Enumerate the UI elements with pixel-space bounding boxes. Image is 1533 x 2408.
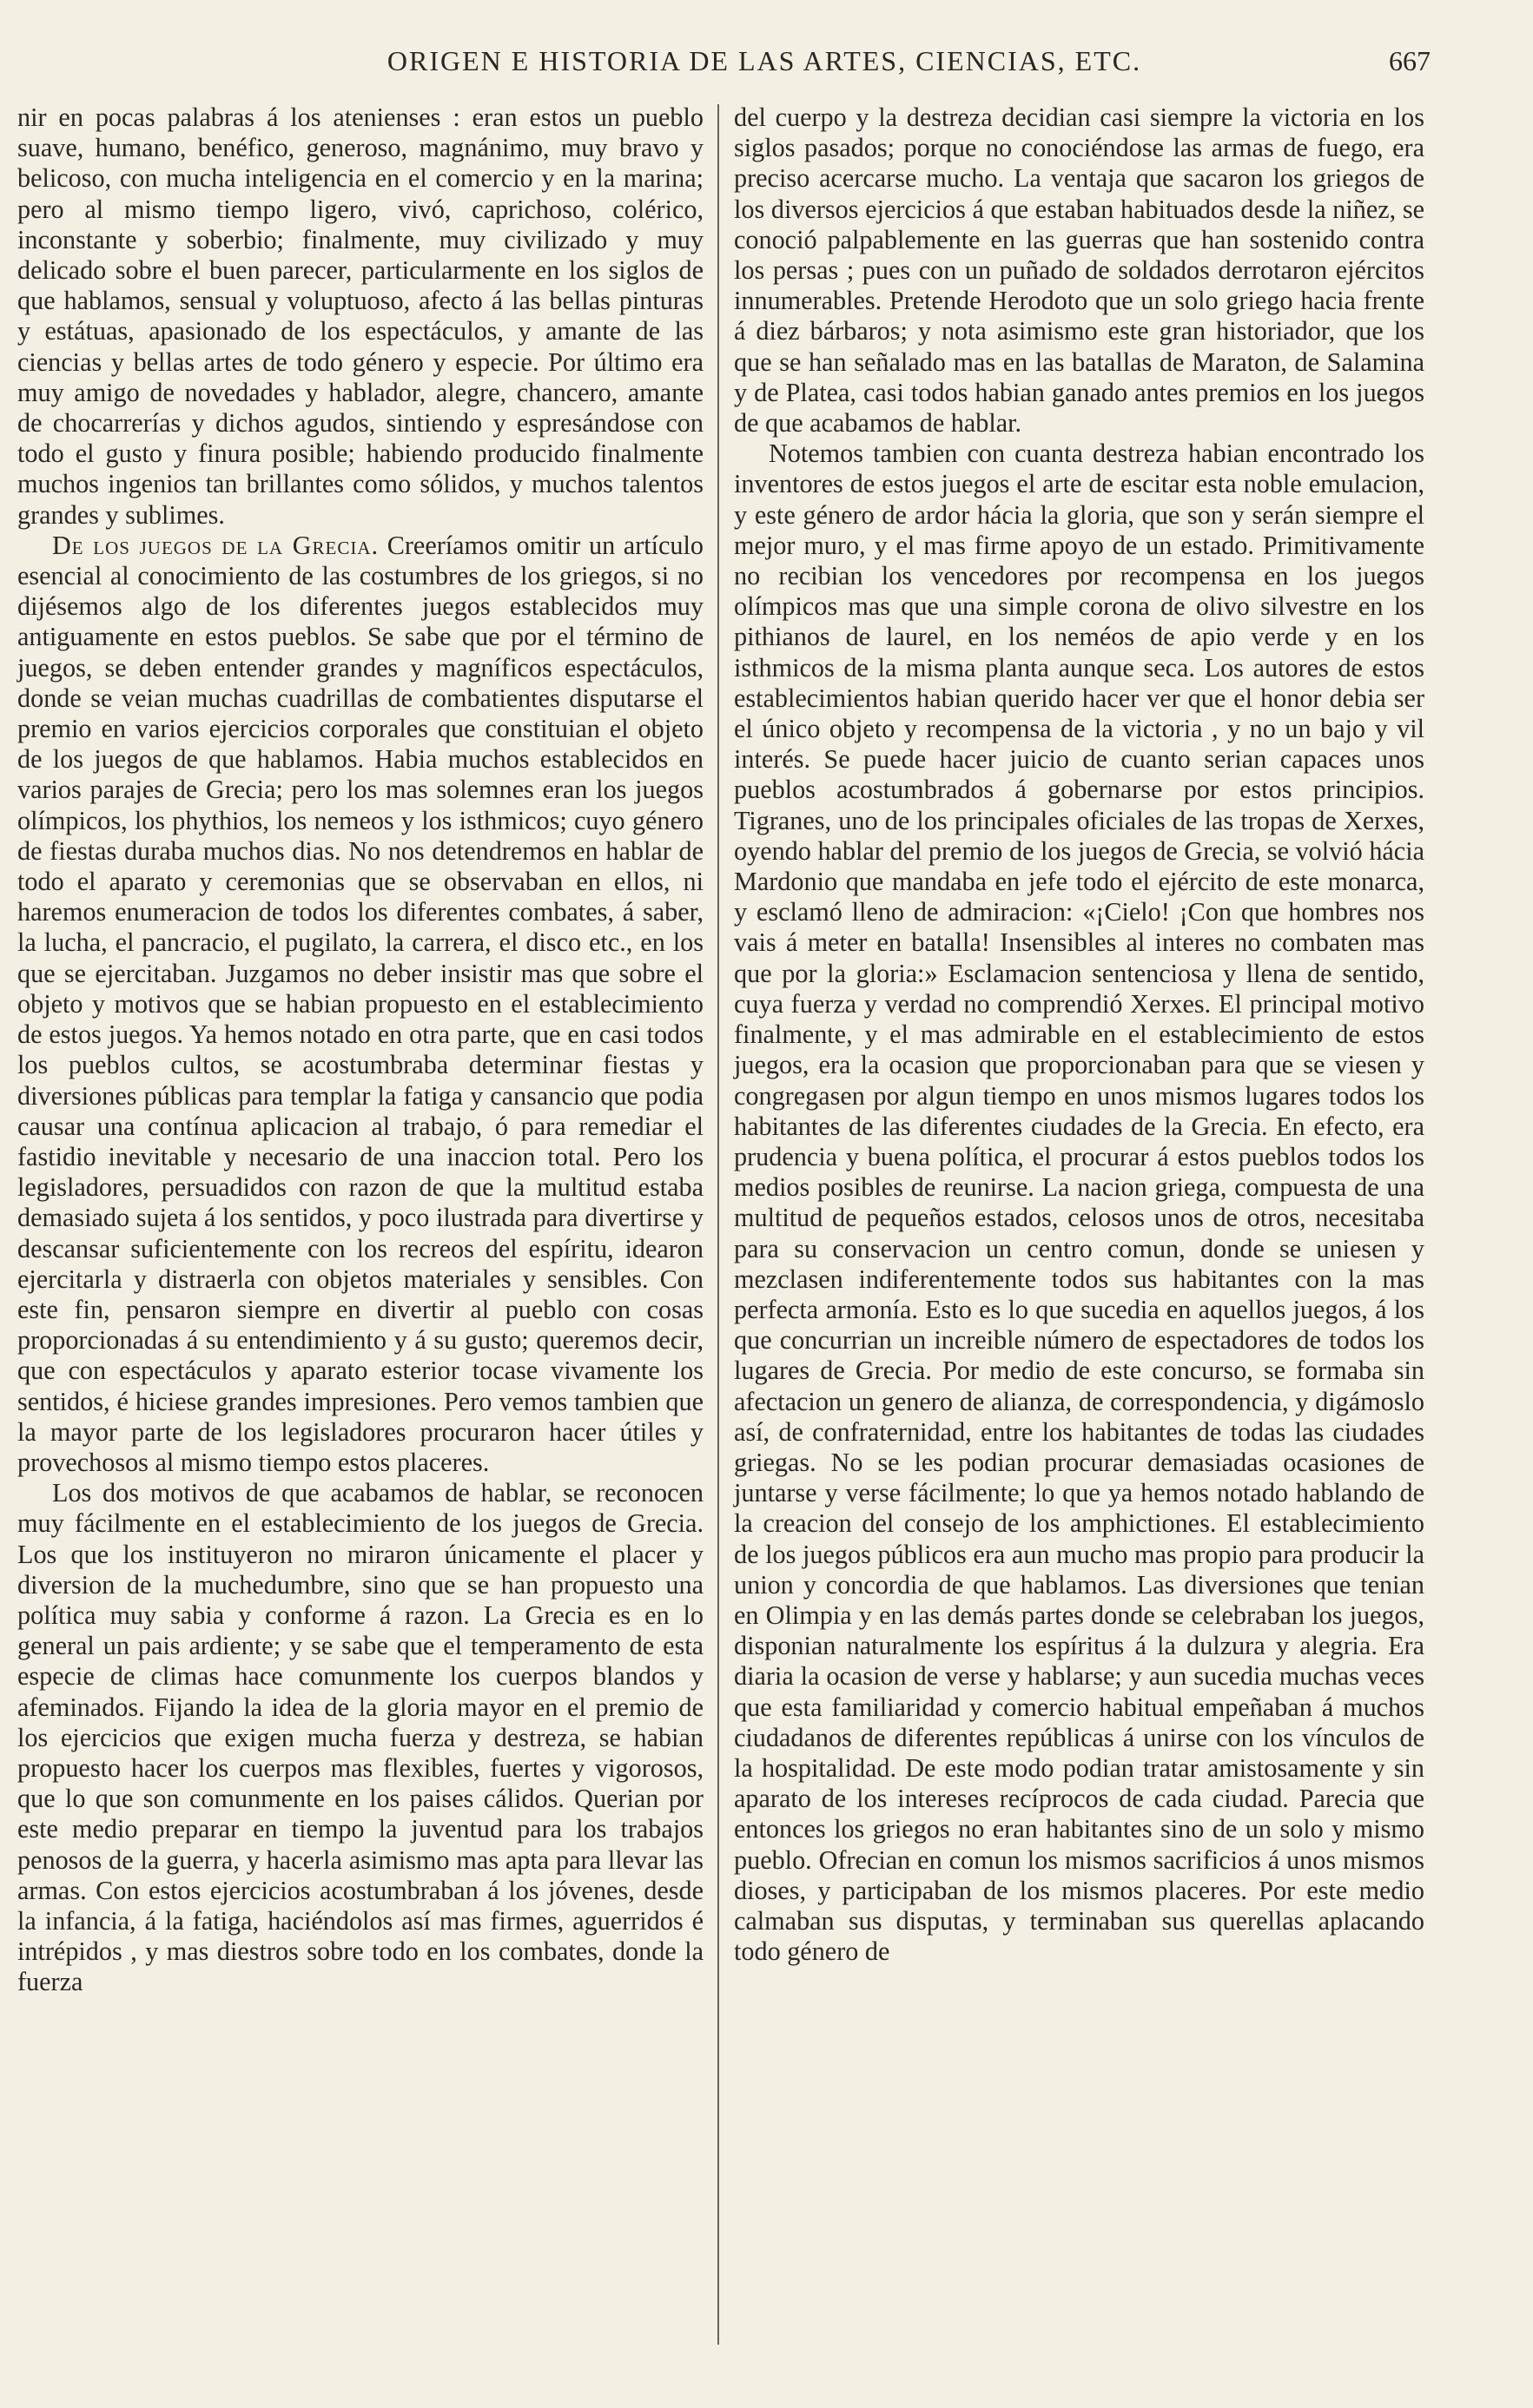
left-column [17,102,704,1998]
paragraph: nir en pocas palabras á los atenienses : eran estos un pueblo suave, humano, benéfico, generoso, magnánimo, muy bravo y belicoso, con mucha inteligencia en el comercio y en la marina; pero al mismo tiempo ligero, vivó, caprichoso, colérico, inconstante y soberbio; finalmente, muy civilizado y muy delicado sobre el buen parecer, particularmente en los siglos de que hablamos, sensual y voluptuoso, afecto á las bellas pinturas y estátuas, apasionado de los espectáculos, y amante de las ciencias y bellas artes de todo género y especie. Por último era muy amigo de novedades y hablador, alegre, chancero, amante de chocarrerías y dichos agudos, sintiendo y espresándose con todo el gusto y finura posible; habiendo producido finalmente muchos ingenios tan brillantes como sólidos, y muchos talentos grandes y sublimes. [17,102,704,530]
page-number: 667 [1389,45,1431,76]
paragraph [17,531,704,1478]
right-column [734,102,1424,1967]
paragraph: Los dos motivos de que acabamos de hablar, se reconocen muy fácilmente en el establecimiento de los juegos de Grecia. Los que los instituyeron no miraron únicamente el placer y diversion de la muchedumbre, sino que se han propuesto una política muy sabia y conforme á razon. La Grecia es en lo general un pais ardiente; y se sabe que el temperamento de esta especie de climas hace comunmente los cuerpos blandos y afeminados. Fijando la idea de la gloria mayor en el premio de los ejercicios que exigen mucha fuerza y destreza, se habian propuesto hacer los cuerpos mas flexibles, fuertes y vigorosos, que lo que son comunmente en los paises cálidos. Querian por este medio preparar en tiempo la juventud para los trabajos penosos de la guerra, y hacerla asimismo mas apta para llevar las armas. Con estos ejercicios acostumbraban á los jóvenes, desde la infancia, á la fatiga, haciéndolos así mas firmes, aguerridos é intrépidos , y mas diestros sobre todo en los combates, donde la fuerza [17,1478,704,1997]
section-heading: De los juegos de la Grecia. [52,530,380,560]
paragraph: Notemos tambien con cuanta destreza habian encontrado los inventores de estos juegos el arte de escitar esta noble emulacion, y este género de ardor hácia la gloria, que son y serán siempre el mejor muro, y el mas firme apoyo de un estado. Primitivamente no recibian los vencedores por recompensa en los juegos olímpicos mas que una simple corona de olivo silvestre en los pithianos de laurel, en los neméos de apio verde y en los isthmicos de la misma planta aunque seca. Los autores de estos establecimientos habian querido hacer ver que el honor debia ser el único objeto y recompensa de la victoria , y no un bajo y vil interés. Se puede hacer juicio de cuanto serian capaces unos pueblos acostumbrados á gobernarse por estos principios. Tigranes, uno de los principales oficiales de las tropas de Xerxes, oyendo hablar del premio de los juegos de Grecia, se volvió hácia Mardonio que mandaba en jefe todo el ejército de este monarca, y esclamó lleno de admiracion: «¡Cielo! ¡Con que hombres nos vais á meter en batalla! Insensibles al interes no combaten mas que por la gloria:» Esclamacion sentenciosa y llena de sentido, cuya fuerza y verdad no comprendió Xerxes. El principal motivo finalmente, y el mas admirable en el establecimiento de estos juegos, era la ocasion que proporcionaban para que se viesen y congregasen por algun tiempo en unos mismos lugares todos los habitantes de las diferentes ciudades de la Grecia. En efecto, era prudencia y buena política, el procurar á estos pueblos todos los medios posibles de reunirse. La nacion griega, compuesta de una multitud de pequeños estados, celosos unos de otros, necesitaba para su conservacion un centro comun, donde se uniesen y mezclasen indiferentemente todos sus habitantes con la mas perfecta armonía. Esto es lo que sucedia en aquellos juegos, á los que concurrian un increible número de espectadores de todos los lugares de Grecia. Por medio de este concurso, se formaba sin afectacion un genero de alianza, de correspondencia, y digámoslo así, de confraternidad, entre los habitantes de todas las ciudades griegas. No se les podian procurar demasiadas ocasiones de juntarse y verse fácilmente; lo que ya hemos notado hablando de la creacion del consejo de los amphictiones. El establecimiento de los juegos públicos era aun mucho mas propio para producir la union y concordia de que hablamos. Las diversiones que tenian en Olimpia y en las demás partes donde se celebraban los juegos, disponian naturalmente los espíritus á la dulzura y alegria. Era diaria la ocasion de verse y hablarse; y aun sucedia muchas veces que esta familiaridad y comercio habitual empeñaban á muchos ciudadanos de diferentes repúblicas á unirse con los vínculos de la hospitalidad. De este modo podian tratar amistosamente y sin aparato de los intereses recíprocos de cada ciudad. Parecia que entonces los griegos no eran habitantes sino de un solo y mismo pueblo. Ofrecian en comun los mismos sacrificios á unos mismos dioses, y participaban de los mismos placeres. Por este medio calmaban sus disputas, y terminaban sus querellas aplacando todo género de [734,439,1424,1967]
column-divider [717,104,719,2345]
running-title: ORIGEN E HISTORIA DE LAS ARTES, CIENCIAS, ETC. [387,45,1142,76]
page-header [0,45,1533,80]
paragraph: del cuerpo y la destreza decidian casi siempre la victoria en los siglos pasados; porque no conociéndose las armas de fuego, era preciso acercarse mucho. La ventaja que sacaron los griegos de los diversos ejercicios á que estaban habituados desde la niñez, se conoció palpablemente en las guerras que han sostenido contra los persas ; pues con un puñado de soldados derrotaron ejércitos innumerables. Pretende Herodoto que un solo griego hacia frente á diez bárbaros; y nota asimismo este gran historiador, que los que se han señalado mas en las batallas de Maraton, de Salamina y de Platea, casi todos habian ganado antes premios en los juegos de que acabamos de hablar. [734,102,1424,439]
paragraph-text: Creeríamos omitir un artículo esencial al conocimiento de las costumbres de los griegos, si no dijésemos algo de los diferentes juegos establecidos muy antiguamente en estos pueblos. Se sabe que por el término de juegos, se deben entender grandes y magníficos espectáculos, donde se veian muchas cuadrillas de combatientes disputarse el premio en varios ejercicios corporales que constituian el objeto de los juegos de que hablamos. Habia muchos establecidos en varios parajes de Grecia; pero los mas solemnes eran los juegos olímpicos, los phythios, los nemeos y los isthmicos; cuyo género de fiestas duraba muchos dias. No nos detendremos en hablar de todo el aparato y ceremonias que se observaban en ellos, ni haremos enumeracion de todos los diferentes combates, á saber, la lucha, el pancracio, el pugilato, la carrera, el disco etc., en los que se ejercitaban. Juzgamos no deber insistir mas que sobre el objeto y motivos que se habian propuesto en el establecimiento de estos juegos. Ya hemos notado en otra parte, que en casi todos los pueblos cultos, se acostumbraba determinar fiestas y diversiones públicas para templar la fatiga y cansancio que podia causar una contínua aplicacion al trabajo, ó para remediar el fastidio inevitable y necesario de una inaccion total. Pero los legisladores, persuadidos con razon de que la multitud estaba demasiado sujeta á los sentidos, y poco ilustrada para divertirse y descansar suficientemente con los recreos del espíritu, idearon ejercitarla y distraerla con objetos materiales y sensibles. Con este fin, pensaron siempre en divertir al pueblo con cosas proporcionadas á su entendimiento y á su gusto; queremos decir, que con espectáculos y aparato esterior tocase vivamente los sentidos, é hiciese grandes impresiones. Pero vemos tambien que la mayor parte de los legisladores procuraron hacer útiles y provechosos al mismo tiempo estos placeres. [17,530,704,1477]
